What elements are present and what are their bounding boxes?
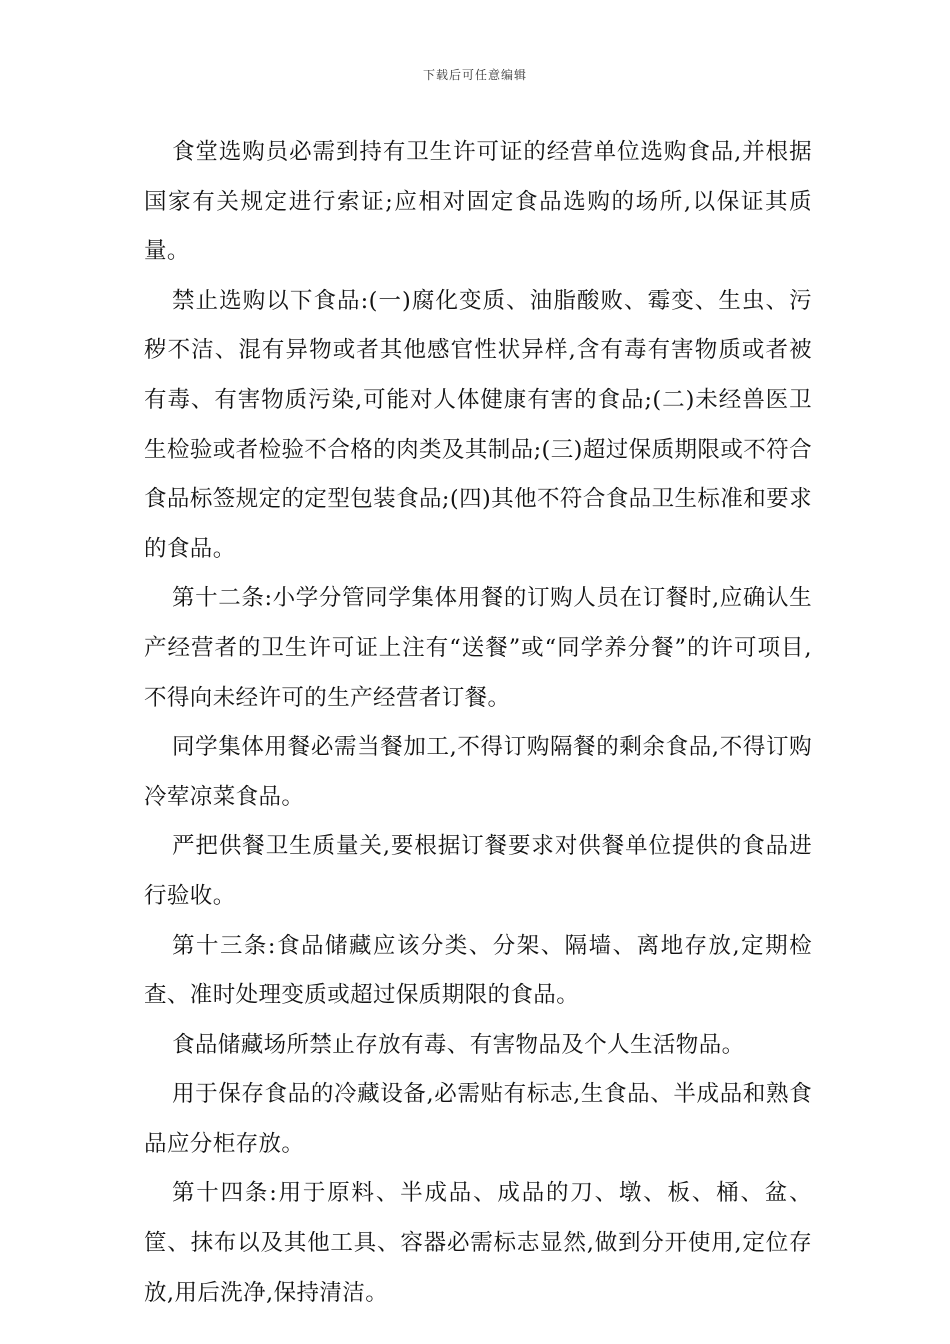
page-header-note: 下载后可任意编辑 bbox=[422, 68, 527, 82]
document-body bbox=[144, 128, 812, 1318]
paragraph-article-14: 第十四条:用于原料、半成品、成品的刀、墩、板、桶、盆、筐、抹布以及其他工具、容器必需标志显然,做到分开使用,定位存放,用后洗净,保持清洁。 bbox=[144, 1180, 812, 1306]
paragraph-meal-inspection: 严把供餐卫生质量关,要根据订餐要求对供餐单位提供的食品进行验收。 bbox=[144, 833, 812, 909]
paragraph-refrigeration: 用于保存食品的冷藏设备,必需贴有标志,生食品、半成品和熟食品应分柜存放。 bbox=[144, 1081, 812, 1157]
paragraph-purchasing: 食堂选购员必需到持有卫生许可证的经营单位选购食品,并根据国家有关规定进行索证;应相对固定食品选购的场所,以保证其质量。 bbox=[144, 139, 812, 265]
paragraph-same-meal-processing: 同学集体用餐必需当餐加工,不得订购隔餐的剩余食品,不得订购冷荤凉菜食品。 bbox=[144, 734, 812, 810]
paragraph-prohibited-foods: 禁止选购以下食品:(一)腐化变质、油脂酸败、霉变、生虫、污秽不洁、混有异物或者其他感官性状异样,含有毒有害物质或者被有毒、有害物质污染,可能对人体健康有害的食品;(二)未经兽医卫生检验或者检验不合格的肉类及其制品;(三)超过保质期限或不符合食品标签规定的定型包装食品;(四)其他不符合食品卫生标准和要求的食品。 bbox=[144, 287, 812, 562]
paragraph-storage-prohibition: 食品储藏场所禁止存放有毒、有害物品及个人生活物品。 bbox=[172, 1031, 745, 1058]
paragraph-article-13: 第十三条:食品储藏应该分类、分架、隔墙、离地存放,定期检查、准时处理变质或超过保质期限的食品。 bbox=[144, 932, 812, 1009]
paragraph-article-12: 第十二条:小学分管同学集体用餐的订购人员在订餐时,应确认生产经营者的卫生许可证上注有“送餐”或“同学养分餐”的许可项目,不得向未经许可的生产经营者订餐。 bbox=[144, 585, 812, 711]
